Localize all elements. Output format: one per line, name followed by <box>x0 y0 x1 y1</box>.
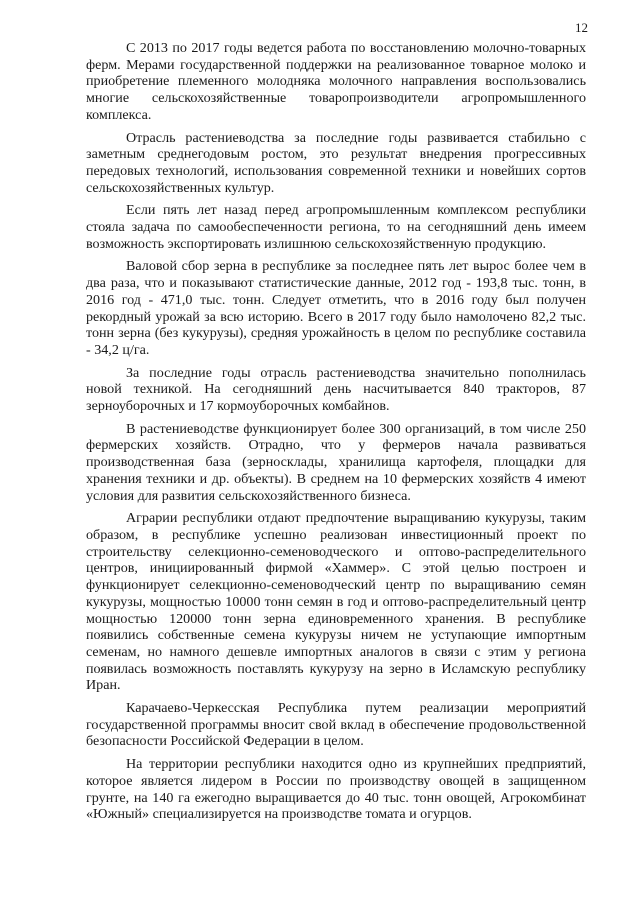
paragraph: На территории республики находится одно из крупнейших предприятий, которое является лидером в России по производству овощей в защищенном грунте, на 140 га ежегодно выращивается до 40 тыс. тонн овощей, Агрокомбинат «Южный» специализируется на производстве томата и огурцов. <box>86 756 586 823</box>
paragraph: Валовой сбор зерна в республике за последнее пять лет вырос более чем в два раза, что и показывают статистические данные, 2012 год - 193,8 тыс. тонн, в 2016 год - 471,0 тыс. тонн. Следует отметить, что в 2016 году был получен рекордный урожай за всю историю. Всего в 2017 году было намолочено 82,2 тыс. тонн зерна (без кукурузы), средняя урожайность в целом по республике составила - 34,2 ц/га. <box>86 258 586 358</box>
paragraph: За последние годы отрасль растениеводства значительно пополнилась новой техникой. На сегодняшний день насчитывается 840 тракторов, 87 зерноуборочных и 17 кормоуборочных комбайнов. <box>86 364 586 415</box>
paragraph: Отрасль растениеводства за последние годы развивается стабильно с заметным среднегодовым ростом, это результат внедрения прогрессивных передовых технологий, использования современной техники и новейших сортов сельскохозяйственных культур. <box>86 129 586 196</box>
paragraph: Если пять лет назад перед агропромышленным комплексом республики стояла задача по самообеспеченности региона, то на сегодняшний день имеем возможность экспортировать излишнюю сельскохозяйственную продукцию. <box>86 202 586 252</box>
page-number: 12 <box>575 20 588 35</box>
paragraph: Аграрии республики отдают предпочтение выращиванию кукурузы, таким образом, в республике успешно реализован инвестиционный проект по строительству селекционно-семеноводческого и оптово-распределительного центров, инициированный фирмой «Хаммер». С этой целью построен и функционирует селекционно-семеноводческий центр по выращиванию семян кукурузы, мощностью 10000 тонн семян в год и оптово-распределительный центр мощностью 120000 тонн зерна единовременного хранения. В республике появились собственные семена кукурузы ничем не уступающие импортным семенам, но намного дешевле импортных аналогов в связи с этим у региона появилась возможность поставлять кукурузу на зерно в Исламскую республику Иран. <box>86 510 586 694</box>
paragraph: В растениеводстве функционирует более 300 организаций, в том числе 250 фермерских хозяйств. Отрадно, что у фермеров начала развиваться производственная база (зерносклады, хранилища картофеля, площадки для хранения техники и др. объекты). В среднем на 10 фермерских хозяйств 4 имеют условия для развития сельскохозяйственного бизнеса. <box>86 420 586 504</box>
paragraph: Карачаево-Черкесская Республика путем реализации мероприятий государственной программы вносит свой вклад в обеспечение продовольственной безопасности Российской Федерации в целом. <box>86 700 586 750</box>
body-text <box>86 40 586 829</box>
paragraph: С 2013 по 2017 годы ведется работа по восстановлению молочно-товарных ферм. Мерами государственной поддержки на реализованное товарное молоко и приобретение племенного молодняка молочного направления воспользовались многие сельскохозяйственные товаропроизводители агропромышленного комплекса. <box>86 40 586 123</box>
